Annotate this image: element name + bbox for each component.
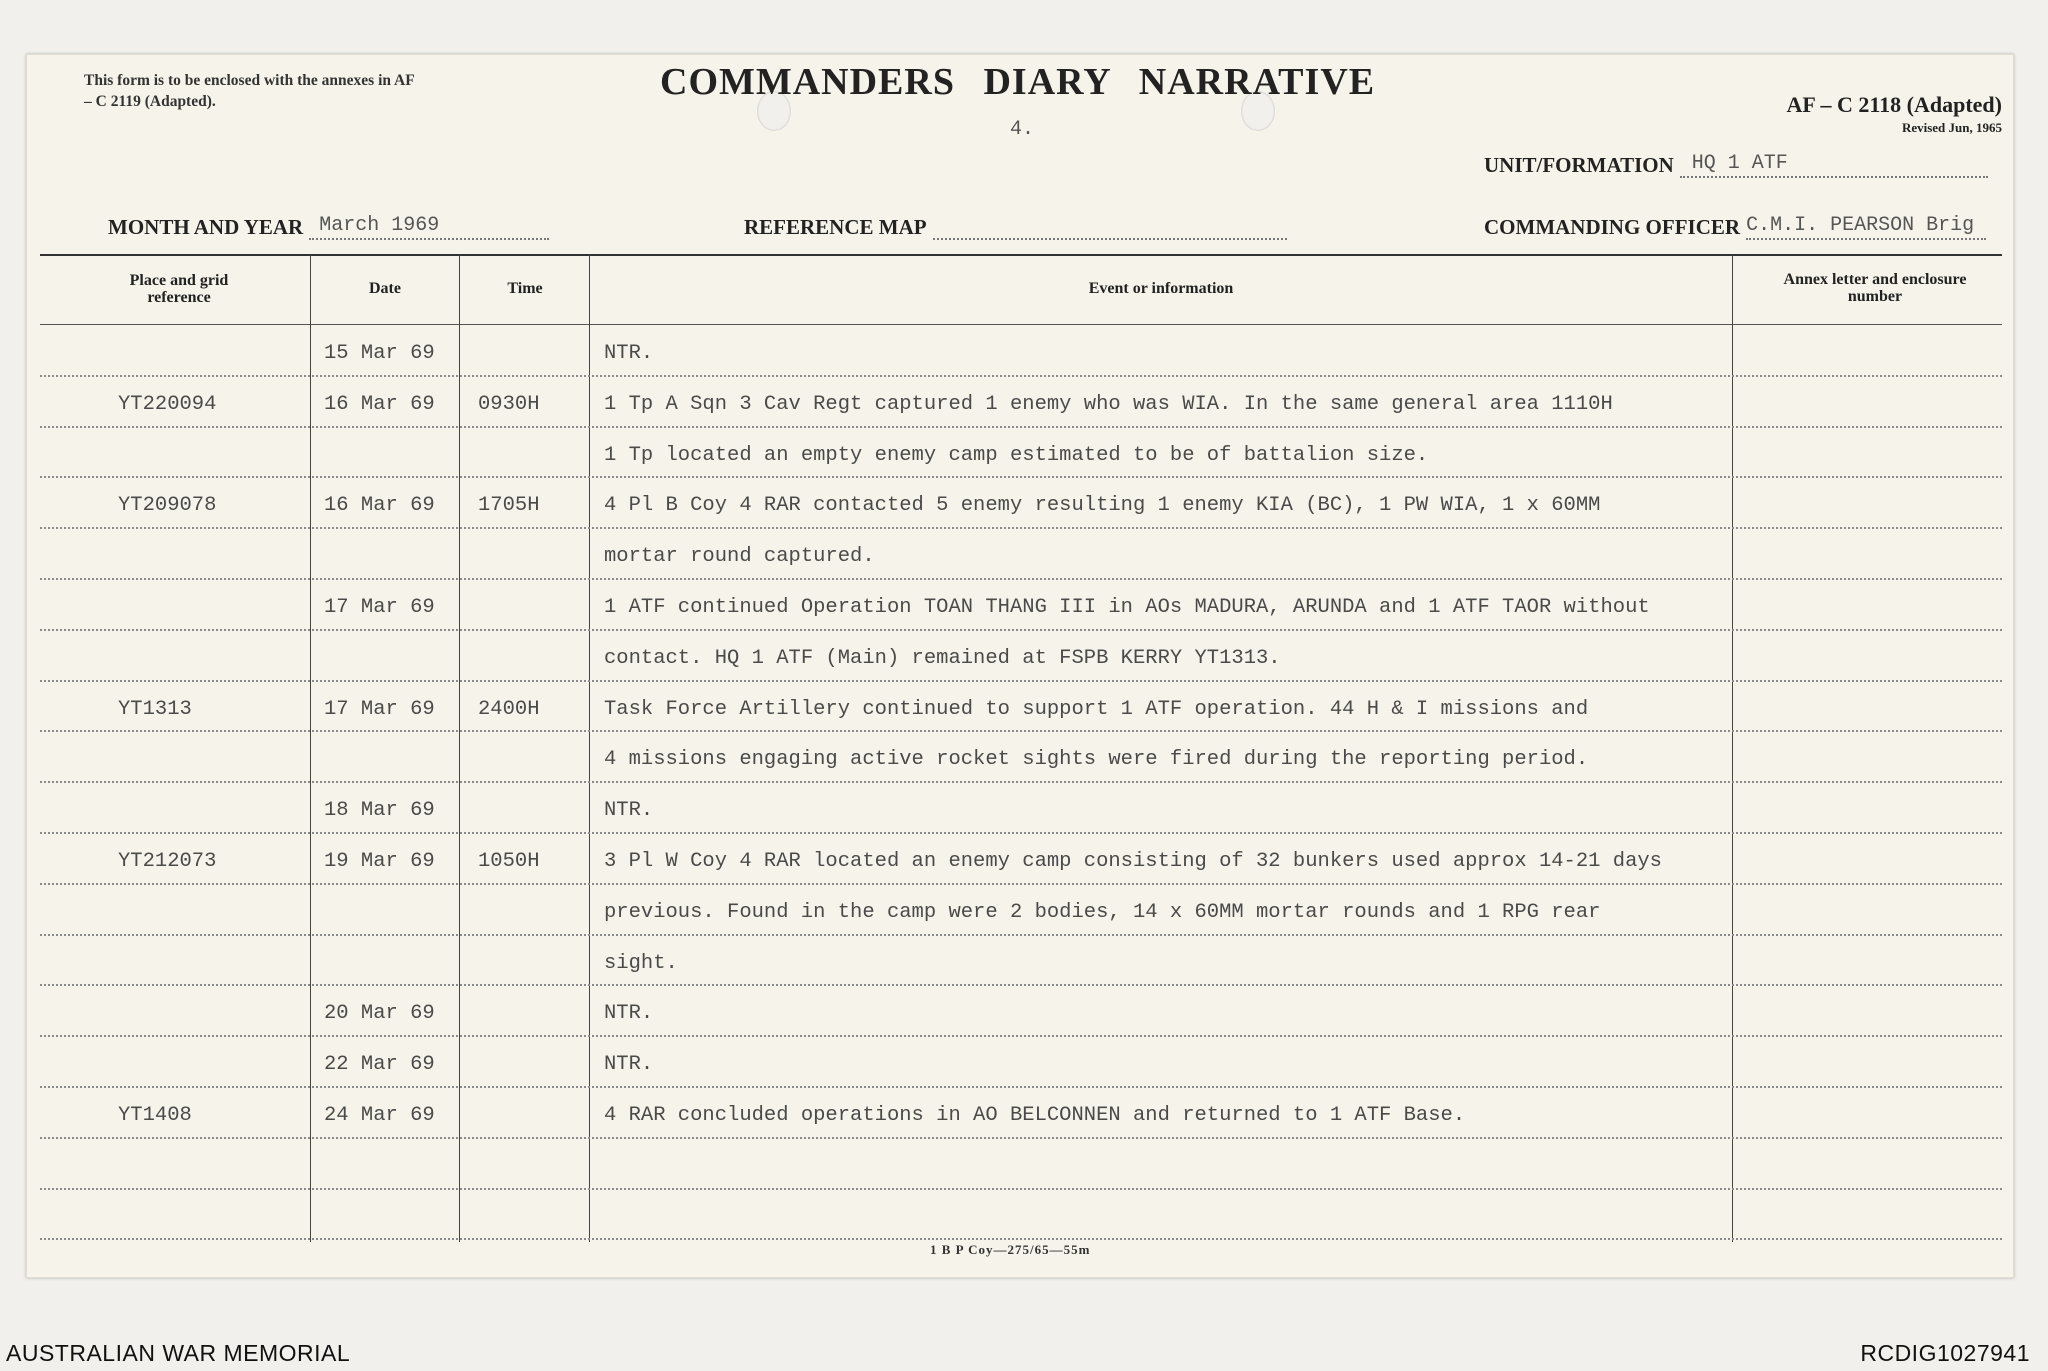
month-field xyxy=(108,214,549,240)
co-field xyxy=(1484,214,1986,240)
row-rule xyxy=(40,527,2002,529)
cell-time: 1705H xyxy=(478,494,540,518)
cell-date: 18 Mar 69 xyxy=(324,799,435,823)
unit-label: UNIT/FORMATION xyxy=(1484,153,1674,177)
month-value: March 1969 xyxy=(309,214,549,240)
row-rule xyxy=(40,984,2002,986)
cell-event: NTR. xyxy=(604,1002,654,1026)
row-rule xyxy=(40,1086,2002,1088)
cell-time: 1050H xyxy=(478,850,540,873)
cell-time: 0930H xyxy=(478,392,540,416)
cell-date: 17 Mar 69 xyxy=(324,596,435,619)
row-rule xyxy=(40,934,2002,936)
cell-date: 16 Mar 69 xyxy=(324,392,435,416)
archive-id: RCDIG1027941 xyxy=(1860,1340,2030,1366)
cell-event: contact. HQ 1 ATF (Main) remained at FSPB KERRY YT1313. xyxy=(604,646,1281,670)
cell-date: 22 Mar 69 xyxy=(324,1053,435,1077)
cell-place: YT1313 xyxy=(118,697,192,721)
row-rule xyxy=(40,1188,2002,1190)
cell-event: 4 Pl B Coy 4 RAR contacted 5 enemy resulting 1 enemy KIA (BC), 1 PW WIA, 1 x 60MM xyxy=(604,494,1601,518)
cell-time: 2400H xyxy=(478,697,540,721)
co-label: COMMANDING OFFICER xyxy=(1484,215,1741,239)
row-rule xyxy=(40,781,2002,783)
cell-date: 17 Mar 69 xyxy=(324,697,435,721)
header-annex: Annex letter and enclosure number xyxy=(1783,271,1967,305)
cell-place: YT220094 xyxy=(118,392,217,416)
unit-value: HQ 1 ATF xyxy=(1680,152,1988,178)
cell-place: YT209078 xyxy=(118,494,217,518)
map-value xyxy=(933,214,1287,240)
header-bottom-rule xyxy=(40,324,2002,325)
row-rule xyxy=(40,832,2002,834)
cell-date: 16 Mar 69 xyxy=(324,494,435,518)
row-rule xyxy=(40,476,2002,478)
row-rule xyxy=(40,680,2002,682)
cell-event: NTR. xyxy=(604,799,654,823)
map-label: REFERENCE MAP xyxy=(744,215,927,239)
printer-mark: 1 B P Coy—275/65—55m xyxy=(930,1242,1091,1257)
cell-place: YT212073 xyxy=(118,850,217,873)
row-rule xyxy=(40,1035,2002,1037)
form-note: This form is to be enclosed with the annexes in AF – C 2119 (Adapted). xyxy=(84,72,415,110)
cell-place: YT1408 xyxy=(118,1104,192,1127)
form-code-block xyxy=(1786,92,2002,136)
column-divider xyxy=(1732,255,1733,1242)
cell-event: NTR. xyxy=(604,1053,654,1077)
header-date: Date xyxy=(369,280,401,297)
cell-event: 4 RAR concluded operations in AO BELCONNEN and returned to 1 ATF Base. xyxy=(604,1104,1466,1127)
cell-event: 1 Tp located an empty enemy camp estimated to be of battalion size. xyxy=(604,443,1429,467)
table-top-rule xyxy=(40,254,2002,256)
row-rule xyxy=(40,730,2002,732)
cell-event: 3 Pl W Coy 4 RAR located an enemy camp consisting of 32 bunkers used approx 14-21 days xyxy=(604,850,1662,873)
revised-date: Revised Jun, 1965 xyxy=(1901,120,2002,135)
cell-event: sight. xyxy=(604,951,678,975)
row-rule xyxy=(40,426,2002,428)
row-rule xyxy=(40,883,2002,885)
cell-event: 1 ATF continued Operation TOAN THANG III in AOs MADURA, ARUNDA and 1 ATF TAOR without xyxy=(604,596,1650,619)
cell-event: Task Force Artillery continued to support 1 ATF operation. 44 H & I missions and xyxy=(604,697,1589,721)
row-rule xyxy=(40,1137,2002,1139)
row-rule xyxy=(40,1238,2002,1240)
row-rule xyxy=(40,629,2002,631)
column-divider xyxy=(589,255,590,1242)
cell-date: 20 Mar 69 xyxy=(324,1002,435,1026)
row-rule xyxy=(40,375,2002,377)
map-field xyxy=(744,214,1287,240)
cell-date: 15 Mar 69 xyxy=(324,342,435,365)
cell-date: 19 Mar 69 xyxy=(324,850,435,873)
column-divider xyxy=(459,255,460,1242)
cell-event: 1 Tp A Sqn 3 Cav Regt captured 1 enemy who was WIA. In the same general area 1110H xyxy=(604,392,1613,416)
cell-event: mortar round captured. xyxy=(604,545,875,569)
header-place: Place and grid reference xyxy=(129,272,229,306)
cell-event: NTR. xyxy=(604,342,654,365)
cell-date: 24 Mar 69 xyxy=(324,1104,435,1127)
cell-event: previous. Found in the camp were 2 bodies, 14 x 60MM mortar rounds and 1 RPG rear xyxy=(604,900,1601,924)
form-title: COMMANDERS DIARY NARRATIVE xyxy=(660,61,1376,103)
header-event: Event or information xyxy=(1088,280,1234,297)
archive-credit: AUSTRALIAN WAR MEMORIAL xyxy=(6,1340,351,1366)
page-number: 4. xyxy=(1010,118,1035,141)
month-label: MONTH AND YEAR xyxy=(108,215,304,239)
unit-field xyxy=(1484,152,1988,178)
form-code: AF – C 2118 (Adapted) xyxy=(1786,92,2002,117)
co-value: C.M.I. PEARSON Brig xyxy=(1746,214,1986,240)
column-divider xyxy=(310,255,311,1242)
cell-event: 4 missions engaging active rocket sights were fired during the reporting period. xyxy=(604,748,1589,772)
row-rule xyxy=(40,578,2002,580)
header-time: Time xyxy=(507,280,543,297)
